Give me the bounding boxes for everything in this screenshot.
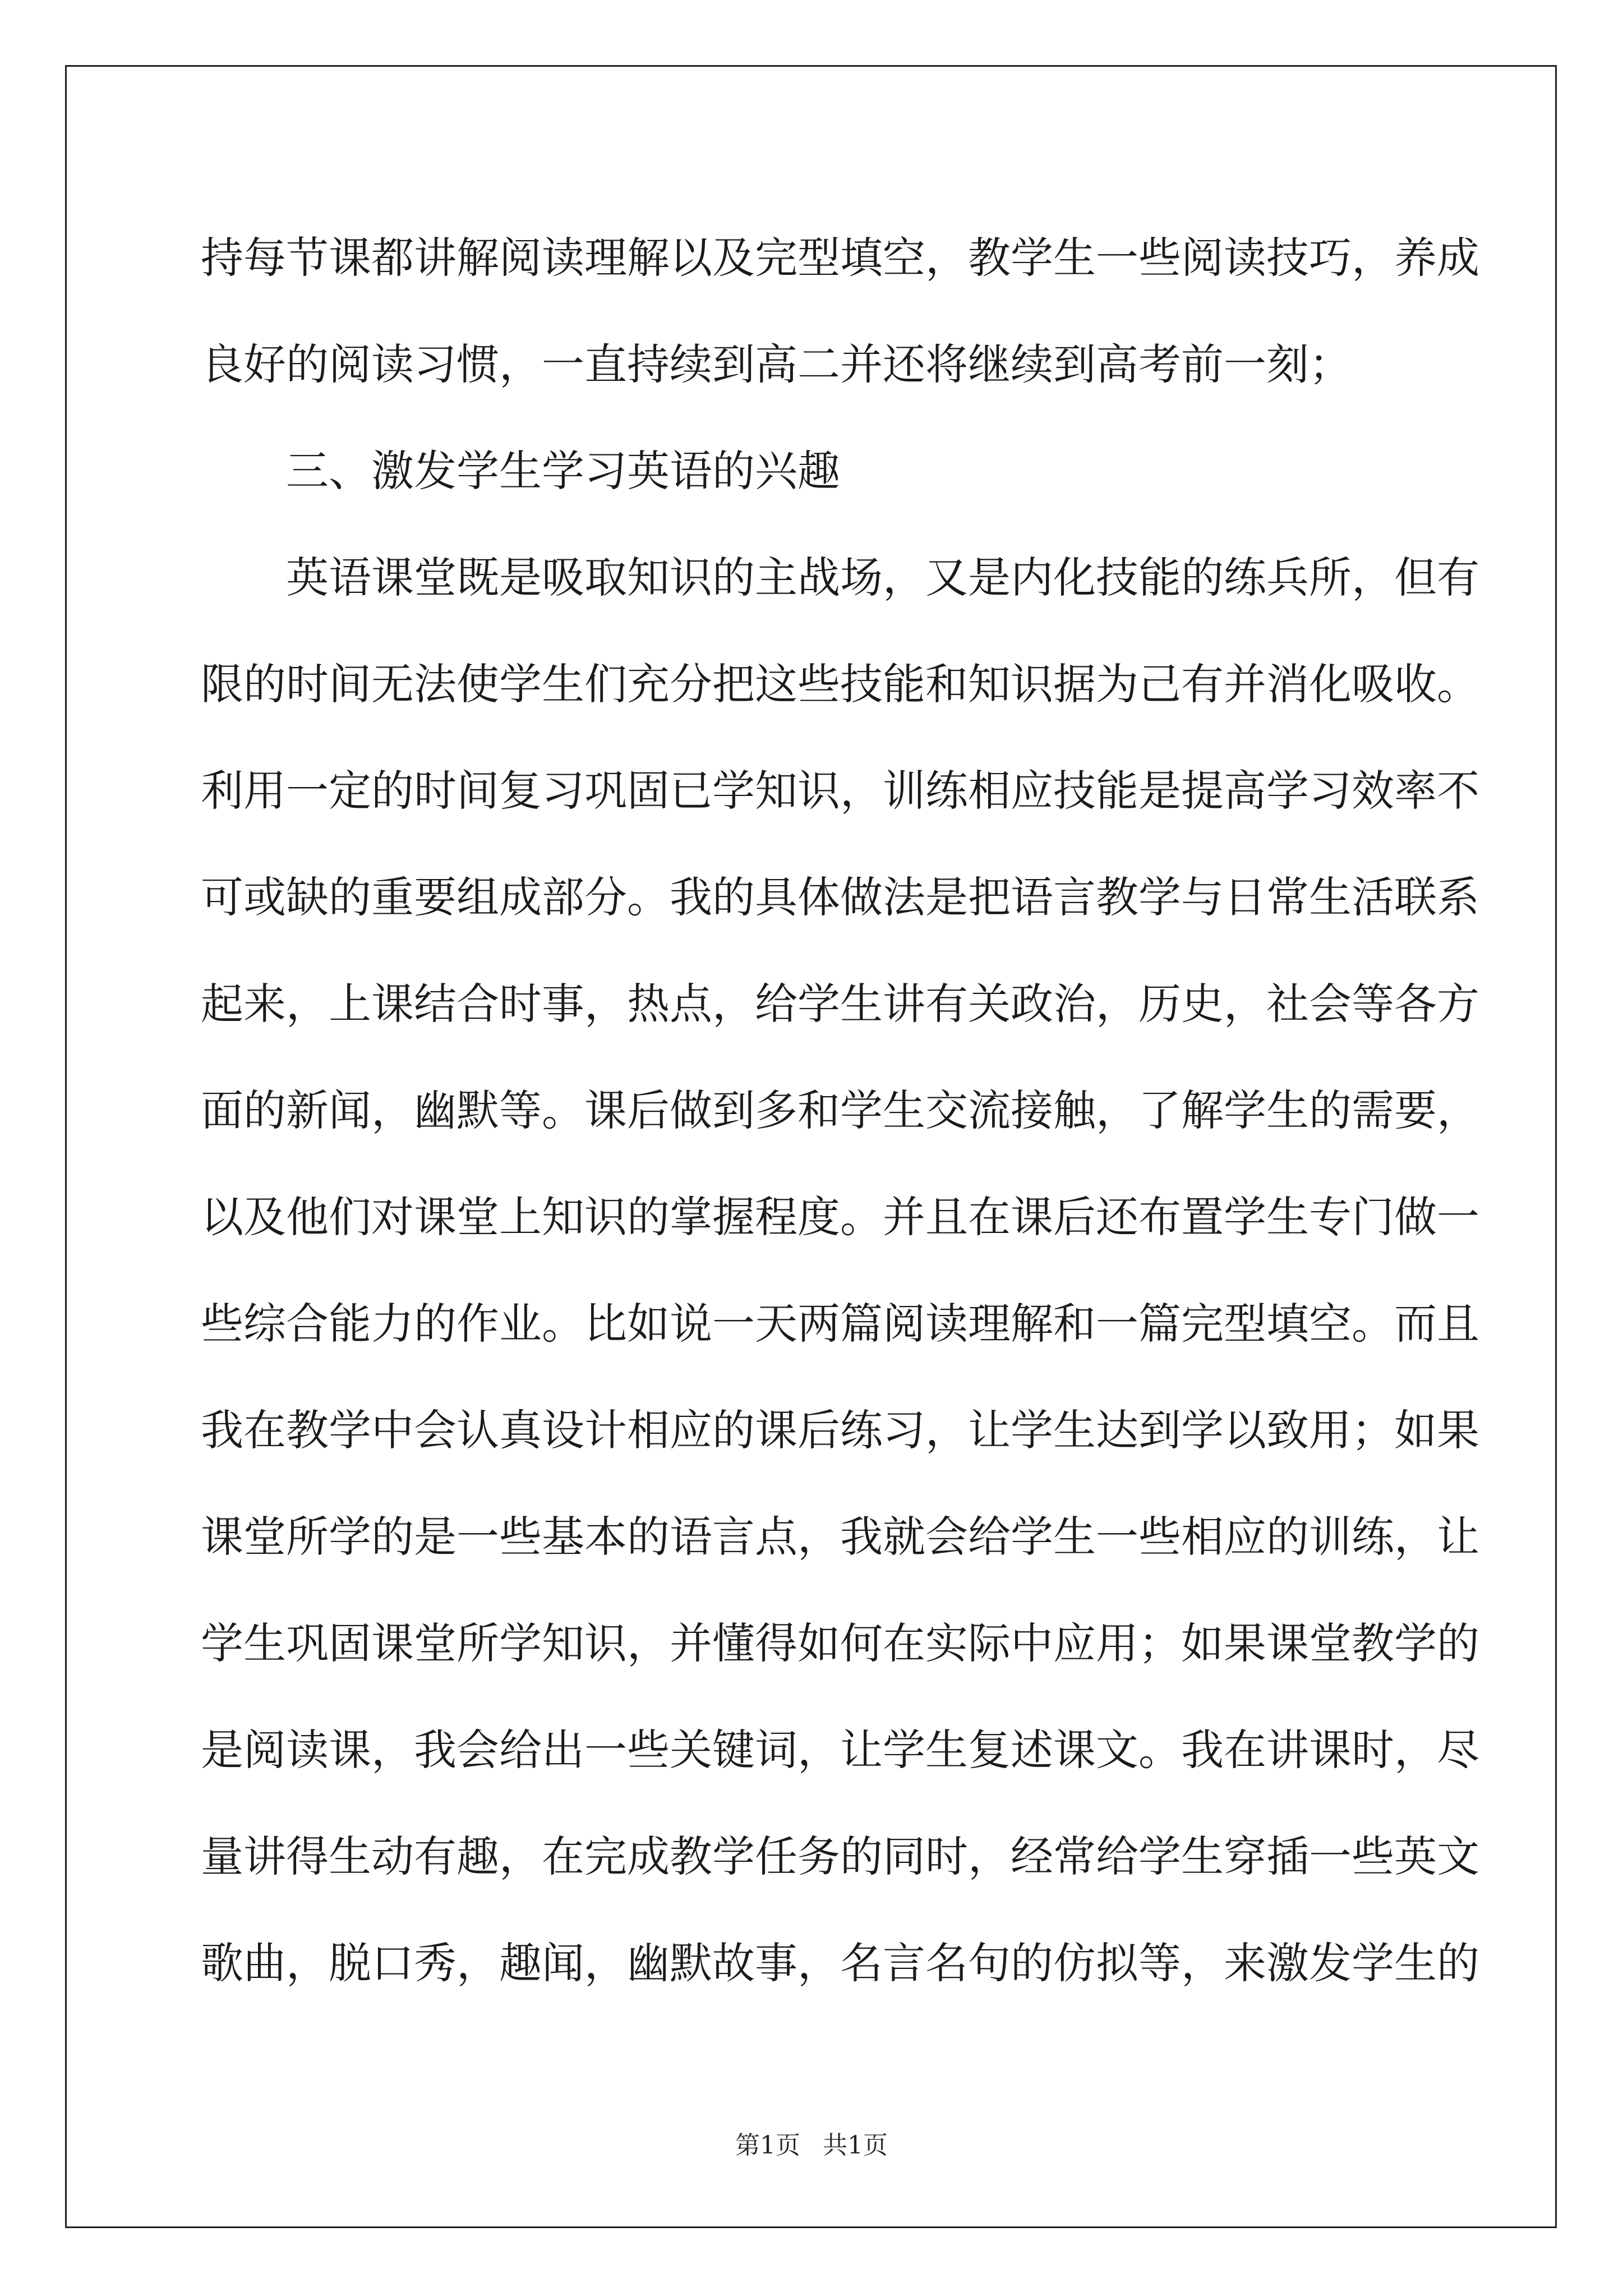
text-line: 良好的阅读习惯，一直持续到高二并还将继续到高考前一刻； [201, 339, 1352, 389]
text-line: 面的新闻，幽默等。课后做到多和学生交流接触，了解学生的需要， [201, 1085, 1479, 1135]
text-line: 持每节课都讲解阅读理解以及完型填空，教学生一些阅读技巧，养成 [201, 233, 1479, 283]
text-line: 以及他们对课堂上知识的掌握程度。并且在课后还布置学生专门做一 [201, 1192, 1479, 1242]
text-line: 利用一定的时间复习巩固已学知识，训练相应技能是提高学习效率不 [201, 766, 1479, 816]
page-footer [0, 2129, 1623, 2162]
text-line: 可或缺的重要组成部分。我的具体做法是把语言教学与日常生活联系 [201, 872, 1479, 922]
page-number: 第1页 [735, 2131, 800, 2160]
text-line: 歌曲，脱口秀，趣闻，幽默故事，名言名句的仿拟等，来激发学生的 [201, 1938, 1479, 1988]
text-line: 我在教学中会认真设计相应的课后练习，让学生达到学以致用；如果 [201, 1405, 1479, 1455]
section-heading: 三、激发学生学习英语的兴趣 [286, 446, 840, 496]
text-line: 是阅读课，我会给出一些关键词，让学生复述课文。我在讲课时，尽 [201, 1725, 1479, 1775]
text-line: 学生巩固课堂所学知识，并懂得如何在实际中应用；如果课堂教学的 [201, 1618, 1479, 1668]
text-line: 起来，上课结合时事，热点，给学生讲有关政治，历史，社会等各方 [201, 979, 1479, 1029]
text-line: 量讲得生动有趣，在完成教学任务的同时，经常给学生穿插一些英文 [201, 1832, 1479, 1881]
text-line: 英语课堂既是吸取知识的主战场，又是内化技能的练兵所，但有 [286, 553, 1479, 602]
text-line: 些综合能力的作业。比如说一天两篇阅读理解和一篇完型填空。而且 [201, 1299, 1479, 1349]
text-line: 限的时间无法使学生们充分把这些技能和知识据为己有并消化吸收。 [201, 659, 1479, 709]
page-total: 共1页 [823, 2131, 888, 2160]
document-body [201, 205, 1479, 2017]
text-line: 课堂所学的是一些基本的语言点，我就会给学生一些相应的训练，让 [201, 1512, 1479, 1562]
